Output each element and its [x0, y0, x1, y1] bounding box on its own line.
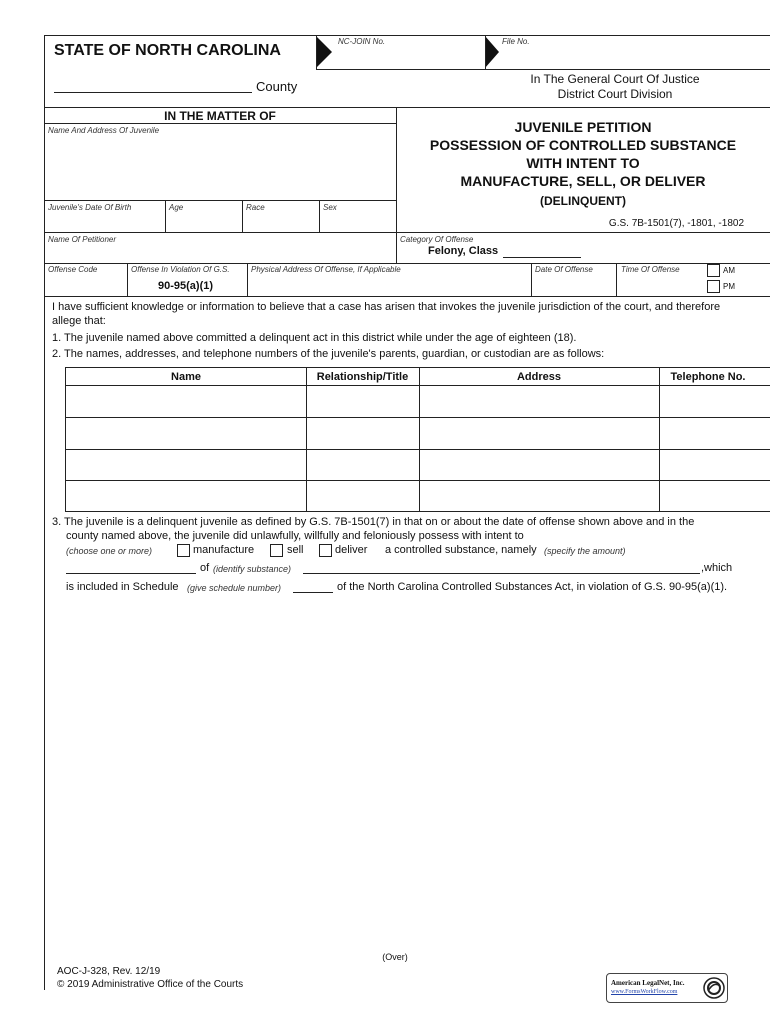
divider: [165, 200, 166, 232]
county-label: County: [256, 79, 298, 94]
top-border: [44, 35, 316, 36]
divider: [44, 107, 770, 108]
divider: [44, 296, 770, 297]
arrow-icon: [316, 36, 336, 70]
deliver-checkbox[interactable]: [319, 544, 332, 557]
item-1: 1. The juvenile named above committed a delinquent act in this district while under the age of eighteen (18).: [52, 332, 577, 344]
sell-label: sell: [287, 544, 304, 556]
divider: [616, 263, 617, 296]
amount-field[interactable]: [66, 573, 196, 574]
sex-label: Sex: [323, 203, 337, 212]
statute: G.S. 7B-1501(7), -1801, -1802: [608, 218, 744, 229]
col-header-name: Name: [171, 371, 201, 383]
row-divider: [66, 449, 770, 450]
copyright: © 2019 Administrative Office of the Courts: [57, 979, 244, 990]
col-divider: [306, 368, 307, 511]
col-divider: [419, 368, 420, 511]
name-address-label: Name And Address Of Juvenile: [48, 126, 160, 135]
divider: [44, 200, 396, 201]
offense-time-label: Time Of Offense: [621, 265, 680, 274]
item-2: 2. The names, addresses, and telephone numbers of the juvenile's parents, guardian, or custodian are as follows:: [52, 348, 605, 360]
am-label: AM: [723, 266, 735, 275]
intro-text: I have sufficient knowledge or information to believe that a case has arisen that invokes the juvenile jurisdiction of the court, and therefore allege that:: [52, 301, 721, 327]
schedule-hint: (give schedule number): [187, 583, 282, 593]
legalnet-url[interactable]: www.FormsWorkFlow.com: [611, 989, 678, 995]
over-label: (Over): [382, 952, 408, 962]
identify-hint: (identify substance): [213, 564, 292, 574]
controlled-substance-text: a controlled substance, namely: [385, 544, 537, 556]
divider: [44, 123, 396, 124]
title-line-1: JUVENILE PETITION: [514, 119, 652, 135]
pm-label: PM: [723, 282, 735, 291]
divider: [531, 263, 532, 296]
county-field[interactable]: [54, 92, 252, 93]
legalnet-emblem-icon: [703, 977, 725, 999]
which-label: ,which: [701, 562, 733, 574]
substance-field[interactable]: [303, 573, 700, 574]
pm-checkbox[interactable]: [707, 280, 720, 293]
title-line-5: (DELINQUENT): [540, 194, 626, 208]
item-3-line-1: 3. The juvenile is a delinquent juvenile as defined by G.S. 7B-1501(7) in that on or about the date of offense shown above and in the: [52, 516, 695, 528]
divider: [319, 200, 320, 232]
title-line-3: WITH INTENT TO: [526, 155, 640, 171]
row-divider: [66, 417, 770, 418]
item-3-line-2: county named above, the juvenile did unlawfully, willfully and feloniously possess with intent to: [66, 530, 524, 542]
matter-heading: IN THE MATTER OF: [164, 109, 276, 123]
top-border-right: [316, 35, 770, 36]
offense-code-label: Offense Code: [48, 265, 98, 274]
of-label: of: [200, 562, 210, 574]
choose-hint: (choose one or more): [66, 546, 153, 556]
title-line-4: MANUFACTURE, SELL, OR DELIVER: [460, 173, 706, 189]
col-header-address: Address: [516, 371, 562, 383]
sell-checkbox[interactable]: [270, 544, 283, 557]
divider: [485, 36, 486, 69]
divider: [44, 232, 770, 233]
form-number: AOC-J-328, Rev. 12/19: [57, 966, 161, 977]
divider: [44, 263, 770, 264]
schedule-label: is included in Schedule: [66, 581, 179, 593]
petitioner-label: Name Of Petitioner: [48, 235, 117, 244]
violation-label: Offense In Violation Of G.S.: [131, 265, 230, 274]
file-no-label: File No.: [502, 37, 530, 46]
legalnet-logo: [606, 973, 728, 1003]
race-label: Race: [246, 203, 265, 212]
parents-table: [65, 367, 770, 512]
dob-label: Juvenile's Date Of Birth: [48, 203, 132, 212]
col-header-relationship: Relationship/Title: [316, 371, 409, 383]
nc-join-label: NC-JOIN No.: [338, 37, 386, 46]
act-text: of the North Carolina Controlled Substances Act, in violation of G.S. 90-95(a)(1).: [337, 581, 728, 593]
title-line-2: POSSESSION OF CONTROLLED SUBSTANCE: [429, 137, 737, 153]
divider: [247, 263, 248, 296]
age-label: Age: [169, 203, 184, 212]
felony-class-field[interactable]: [503, 257, 581, 258]
legalnet-name: American LegalNet, Inc.: [611, 979, 685, 987]
col-header-telephone: Telephone No.: [670, 371, 746, 383]
col-divider: [659, 368, 660, 511]
am-checkbox[interactable]: [707, 264, 720, 277]
left-border: [44, 35, 45, 990]
row-divider: [66, 385, 770, 386]
state-title: STATE OF NORTH CAROLINA: [54, 42, 281, 59]
specify-hint: (specify the amount): [544, 546, 626, 556]
violation-value: 90-95(a)(1): [158, 280, 214, 292]
category-label: Category Of Offense: [400, 235, 474, 244]
divider: [316, 69, 770, 70]
divider: [242, 200, 243, 232]
manufacture-checkbox[interactable]: [177, 544, 190, 557]
court-line-1: In The General Court Of Justice: [530, 72, 700, 86]
deliver-label: deliver: [335, 544, 368, 556]
schedule-field[interactable]: [293, 592, 333, 593]
manufacture-label: manufacture: [193, 544, 255, 556]
felony-class-label: Felony, Class: [428, 245, 499, 257]
name-address-field[interactable]: [46, 136, 394, 198]
court-line-2: District Court Division: [557, 87, 673, 101]
offense-date-label: Date Of Offense: [535, 265, 593, 274]
row-divider: [66, 480, 770, 481]
offense-address-label: Physical Address Of Offense, If Applicable: [251, 265, 401, 274]
divider: [316, 36, 317, 69]
divider: [127, 263, 128, 296]
